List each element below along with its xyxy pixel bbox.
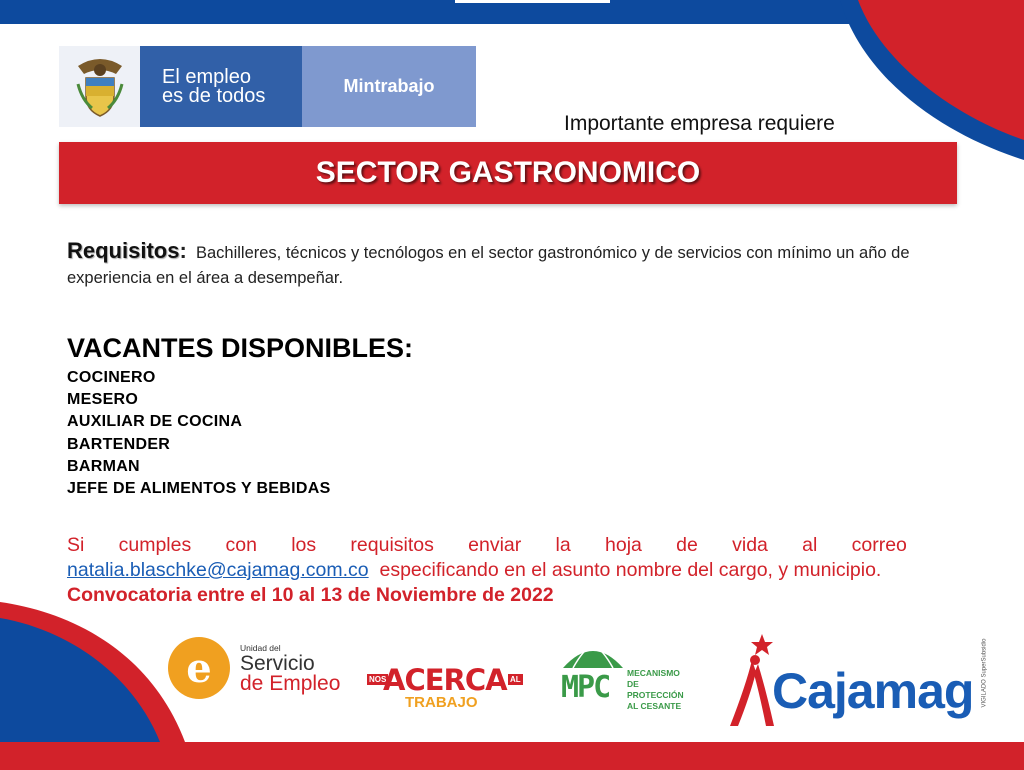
vacancy-item: JEFE DE ALIMENTOS Y BEBIDAS (67, 480, 331, 498)
requirements-colon: : (179, 238, 187, 263)
gov-slogan (140, 46, 302, 127)
instructions-line1 (67, 533, 907, 558)
acerca-trabajo: TRABAJO (405, 694, 478, 711)
instr-word: de (676, 534, 698, 556)
vigilado-text: VIGILADO SuperSubsidio (981, 638, 988, 708)
servicio-line1: Servicio (240, 652, 315, 675)
vacancy-item: AUXILIAR DE COCINA (67, 413, 243, 431)
coat-of-arms (59, 46, 140, 127)
acerca-nos: NOS (369, 675, 387, 684)
nos-acerca-logo (367, 663, 529, 711)
servicio-small-text: Unidad del (240, 643, 281, 653)
servicio-empleo-logo (168, 633, 353, 709)
mpc-letters: MPC (561, 670, 610, 705)
requirements-text: Bachilleres, técnicos y tecnólogos en el sector gastronómico y de servicios con mínimo un año de experiencia en el área a desempeñar. (67, 244, 910, 287)
instr-word: al (802, 534, 818, 556)
mpc-logo (559, 630, 691, 720)
instructions-line2 (67, 558, 907, 583)
vacancy-item: BARTENDER (67, 435, 171, 453)
intro-text: Importante empresa requiere (564, 112, 835, 135)
mpc-caption-line3: AL CESANTE (627, 701, 682, 711)
vacancy-item: BARMAN (67, 457, 140, 475)
ministry-name: Mintrabajo (302, 46, 476, 127)
instr-word: hoja (605, 534, 642, 556)
slogan-line1: El empleo (162, 65, 251, 88)
instr-word: los (291, 534, 317, 556)
acerca-al: AL (510, 675, 521, 684)
requirements-paragraph (67, 238, 989, 291)
servicio-line2: de Empleo (240, 672, 341, 695)
government-logo (59, 46, 476, 127)
instr-word: con (225, 534, 257, 556)
deadline-text: Convocatoria entre el 10 al 13 de Noviembre de 2022 (67, 584, 554, 606)
vacancy-item: MESERO (67, 391, 139, 409)
requirements-label: Requisitos (67, 238, 180, 263)
page-title: SECTOR GASTRONOMICO (315, 156, 701, 189)
bottom-stripe (0, 742, 1024, 770)
cajamag-logo (722, 630, 1012, 730)
vacancies-heading: VACANTES DISPONIBLES: (67, 333, 414, 363)
instr-word: correo (851, 534, 907, 556)
instr-word: requisitos (350, 534, 434, 556)
instr-word: vida (732, 534, 768, 556)
instr-word: cumples (118, 534, 192, 556)
instr-word: la (555, 534, 571, 556)
email-link[interactable]: natalia.blaschke@cajamag.com.co (67, 559, 369, 581)
mpc-caption-line1: MECANISMO DE (627, 668, 680, 689)
servicio-e-icon: e (168, 637, 230, 699)
instr-word: enviar (468, 534, 522, 556)
acerca-main: ACERCA (383, 663, 507, 697)
vacancy-item: COCINERO (67, 369, 156, 386)
instr-word: Si (67, 534, 85, 556)
coat-of-arms-icon (72, 56, 128, 118)
vacancies-list (67, 367, 331, 500)
mpc-caption-line2: PROTECCIÓN (627, 690, 684, 700)
slogan-line2: es de todos (162, 84, 266, 107)
instructions-rest: especificando en el asunto nombre del cargo, y municipio. (379, 559, 882, 581)
vigilado-badge (981, 630, 1000, 730)
title-banner (59, 142, 957, 204)
umbrella-icon (561, 640, 625, 670)
mpc-caption (627, 668, 691, 712)
cajamag-name: Cajamag (772, 663, 974, 719)
application-instructions (67, 533, 907, 608)
